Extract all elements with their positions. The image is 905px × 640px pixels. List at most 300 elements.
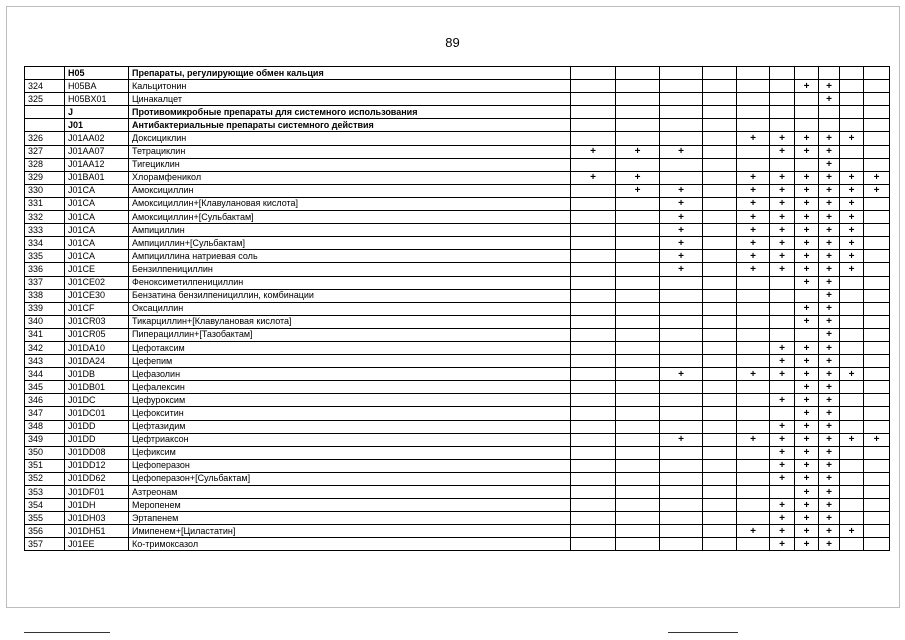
plus-mark: + bbox=[819, 158, 840, 171]
plus-mark: + bbox=[795, 368, 819, 381]
plus-mark: + bbox=[795, 224, 819, 237]
row-number: 351 bbox=[25, 459, 65, 472]
empty-cell bbox=[737, 486, 770, 499]
table-row bbox=[25, 355, 890, 368]
group-row bbox=[25, 106, 890, 119]
empty-cell bbox=[660, 472, 703, 485]
plus-mark: + bbox=[819, 211, 840, 224]
plus-mark: + bbox=[770, 263, 795, 276]
empty-cell bbox=[770, 67, 795, 80]
bottom-rule-left bbox=[24, 632, 110, 633]
empty-cell bbox=[864, 499, 890, 512]
row-number: 332 bbox=[25, 211, 65, 224]
empty-cell bbox=[616, 355, 660, 368]
empty-cell bbox=[703, 171, 737, 184]
atc-code: J01CA bbox=[65, 211, 129, 224]
plus-mark: + bbox=[795, 499, 819, 512]
plus-mark: + bbox=[864, 171, 890, 184]
empty-cell bbox=[660, 315, 703, 328]
empty-cell bbox=[703, 446, 737, 459]
empty-cell bbox=[660, 459, 703, 472]
plus-mark: + bbox=[840, 525, 864, 538]
empty-cell bbox=[616, 237, 660, 250]
drug-name: Цефотаксим bbox=[129, 341, 571, 354]
plus-mark: + bbox=[819, 341, 840, 354]
group-row bbox=[25, 67, 890, 80]
plus-mark: + bbox=[770, 341, 795, 354]
row-number: 340 bbox=[25, 315, 65, 328]
empty-cell bbox=[840, 80, 864, 93]
atc-code: J01BA01 bbox=[65, 171, 129, 184]
drug-name: Противомикробные препараты для системного использования bbox=[129, 106, 571, 119]
plus-mark: + bbox=[795, 263, 819, 276]
empty-cell bbox=[737, 341, 770, 354]
row-number: 328 bbox=[25, 158, 65, 171]
plus-mark: + bbox=[770, 145, 795, 158]
drug-name: Цефоперазон+[Сульбактам] bbox=[129, 472, 571, 485]
plus-mark: + bbox=[840, 184, 864, 197]
empty-cell bbox=[864, 472, 890, 485]
plus-mark: + bbox=[795, 237, 819, 250]
row-number: 354 bbox=[25, 499, 65, 512]
drug-name: Тетрациклин bbox=[129, 145, 571, 158]
atc-code: J01DA10 bbox=[65, 341, 129, 354]
empty-cell bbox=[660, 538, 703, 551]
empty-cell bbox=[703, 80, 737, 93]
plus-mark: + bbox=[737, 263, 770, 276]
drug-name: Цефоперазон bbox=[129, 459, 571, 472]
atc-code: J01CA bbox=[65, 237, 129, 250]
empty-cell bbox=[864, 197, 890, 210]
empty-cell bbox=[571, 224, 616, 237]
plus-mark: + bbox=[819, 184, 840, 197]
table-row bbox=[25, 433, 890, 446]
row-number: 331 bbox=[25, 197, 65, 210]
row-number: 327 bbox=[25, 145, 65, 158]
drug-name: Цефалексин bbox=[129, 381, 571, 394]
atc-code: J01 bbox=[65, 119, 129, 132]
plus-mark: + bbox=[660, 368, 703, 381]
plus-mark: + bbox=[660, 224, 703, 237]
empty-cell bbox=[737, 420, 770, 433]
plus-mark: + bbox=[840, 263, 864, 276]
atc-code: J01CR03 bbox=[65, 315, 129, 328]
empty-cell bbox=[703, 211, 737, 224]
empty-cell bbox=[616, 119, 660, 132]
empty-cell bbox=[571, 106, 616, 119]
empty-cell bbox=[703, 512, 737, 525]
empty-cell bbox=[616, 394, 660, 407]
table-row bbox=[25, 93, 890, 106]
empty-cell bbox=[616, 459, 660, 472]
row-number: 343 bbox=[25, 355, 65, 368]
empty-cell bbox=[840, 538, 864, 551]
empty-cell bbox=[616, 512, 660, 525]
empty-cell bbox=[737, 394, 770, 407]
empty-cell bbox=[616, 538, 660, 551]
empty-cell bbox=[795, 67, 819, 80]
plus-mark: + bbox=[819, 80, 840, 93]
empty-cell bbox=[571, 446, 616, 459]
plus-mark: + bbox=[819, 171, 840, 184]
drug-name: Цефокситин bbox=[129, 407, 571, 420]
empty-cell bbox=[737, 158, 770, 171]
plus-mark: + bbox=[770, 525, 795, 538]
empty-cell bbox=[616, 263, 660, 276]
empty-cell bbox=[571, 341, 616, 354]
plus-mark: + bbox=[660, 211, 703, 224]
table-row bbox=[25, 341, 890, 354]
plus-mark: + bbox=[819, 224, 840, 237]
empty-cell bbox=[571, 394, 616, 407]
empty-cell bbox=[840, 289, 864, 302]
atc-code: J01CA bbox=[65, 224, 129, 237]
table-row bbox=[25, 420, 890, 433]
plus-mark: + bbox=[819, 446, 840, 459]
atc-code: J01CA bbox=[65, 184, 129, 197]
empty-cell bbox=[737, 302, 770, 315]
table-row bbox=[25, 328, 890, 341]
empty-cell bbox=[571, 67, 616, 80]
drug-name: Азтреонам bbox=[129, 486, 571, 499]
empty-cell bbox=[737, 499, 770, 512]
empty-cell bbox=[616, 368, 660, 381]
drug-table bbox=[24, 66, 890, 551]
plus-mark: + bbox=[770, 394, 795, 407]
empty-cell bbox=[864, 145, 890, 158]
empty-cell bbox=[864, 80, 890, 93]
empty-cell bbox=[770, 486, 795, 499]
empty-cell bbox=[660, 171, 703, 184]
plus-mark: + bbox=[795, 197, 819, 210]
empty-cell bbox=[864, 158, 890, 171]
group-row bbox=[25, 119, 890, 132]
empty-cell bbox=[864, 381, 890, 394]
table-row bbox=[25, 145, 890, 158]
atc-code: J01DD12 bbox=[65, 459, 129, 472]
empty-cell bbox=[571, 237, 616, 250]
empty-cell bbox=[840, 420, 864, 433]
plus-mark: + bbox=[819, 132, 840, 145]
row-number: 346 bbox=[25, 394, 65, 407]
empty-cell bbox=[795, 93, 819, 106]
table-row bbox=[25, 171, 890, 184]
plus-mark: + bbox=[840, 197, 864, 210]
empty-cell bbox=[703, 368, 737, 381]
empty-cell bbox=[703, 184, 737, 197]
empty-cell bbox=[737, 381, 770, 394]
atc-code: J01CE30 bbox=[65, 289, 129, 302]
drug-name: Цефуроксим bbox=[129, 394, 571, 407]
plus-mark: + bbox=[795, 341, 819, 354]
plus-mark: + bbox=[819, 394, 840, 407]
plus-mark: + bbox=[616, 145, 660, 158]
empty-cell bbox=[616, 420, 660, 433]
empty-cell bbox=[703, 145, 737, 158]
plus-mark: + bbox=[795, 132, 819, 145]
table-row bbox=[25, 381, 890, 394]
row-number: 350 bbox=[25, 446, 65, 459]
empty-cell bbox=[703, 106, 737, 119]
empty-cell bbox=[864, 106, 890, 119]
empty-cell bbox=[819, 106, 840, 119]
table-row bbox=[25, 184, 890, 197]
table-row bbox=[25, 512, 890, 525]
empty-cell bbox=[703, 538, 737, 551]
row-number: 347 bbox=[25, 407, 65, 420]
table-row bbox=[25, 459, 890, 472]
plus-mark: + bbox=[770, 433, 795, 446]
empty-cell bbox=[660, 119, 703, 132]
plus-mark: + bbox=[819, 328, 840, 341]
atc-code: J01AA02 bbox=[65, 132, 129, 145]
plus-mark: + bbox=[737, 132, 770, 145]
empty-cell bbox=[571, 80, 616, 93]
empty-cell bbox=[660, 302, 703, 315]
plus-mark: + bbox=[819, 459, 840, 472]
table-row bbox=[25, 80, 890, 93]
plus-mark: + bbox=[795, 446, 819, 459]
plus-mark: + bbox=[770, 512, 795, 525]
plus-mark: + bbox=[770, 211, 795, 224]
atc-code: J01DD bbox=[65, 433, 129, 446]
empty-cell bbox=[616, 289, 660, 302]
empty-cell bbox=[703, 158, 737, 171]
plus-mark: + bbox=[819, 263, 840, 276]
empty-cell bbox=[737, 407, 770, 420]
empty-cell bbox=[660, 381, 703, 394]
drug-name: Феноксиметилпенициллин bbox=[129, 276, 571, 289]
empty-cell bbox=[770, 276, 795, 289]
empty-cell bbox=[840, 145, 864, 158]
plus-mark: + bbox=[795, 394, 819, 407]
row-number bbox=[25, 119, 65, 132]
plus-mark: + bbox=[819, 433, 840, 446]
plus-mark: + bbox=[795, 459, 819, 472]
atc-code: J01CE bbox=[65, 263, 129, 276]
empty-cell bbox=[737, 446, 770, 459]
plus-mark: + bbox=[795, 420, 819, 433]
plus-mark: + bbox=[840, 171, 864, 184]
plus-mark: + bbox=[770, 132, 795, 145]
plus-mark: + bbox=[819, 512, 840, 525]
empty-cell bbox=[840, 276, 864, 289]
bottom-rule-right bbox=[668, 632, 738, 633]
atc-code: J01DD08 bbox=[65, 446, 129, 459]
empty-cell bbox=[840, 158, 864, 171]
atc-code: J01CA bbox=[65, 197, 129, 210]
plus-mark: + bbox=[770, 446, 795, 459]
plus-mark: + bbox=[840, 132, 864, 145]
table-row bbox=[25, 276, 890, 289]
empty-cell bbox=[840, 106, 864, 119]
empty-cell bbox=[864, 368, 890, 381]
atc-code: H05BX01 bbox=[65, 93, 129, 106]
plus-mark: + bbox=[770, 197, 795, 210]
atc-code: J01DH51 bbox=[65, 525, 129, 538]
plus-mark: + bbox=[795, 538, 819, 551]
empty-cell bbox=[864, 237, 890, 250]
empty-cell bbox=[864, 289, 890, 302]
atc-code: J01DB bbox=[65, 368, 129, 381]
drug-name: Тигециклин bbox=[129, 158, 571, 171]
empty-cell bbox=[660, 355, 703, 368]
empty-cell bbox=[571, 302, 616, 315]
plus-mark: + bbox=[660, 197, 703, 210]
empty-cell bbox=[703, 328, 737, 341]
row-number: 348 bbox=[25, 420, 65, 433]
plus-mark: + bbox=[737, 368, 770, 381]
plus-mark: + bbox=[819, 145, 840, 158]
plus-mark: + bbox=[819, 237, 840, 250]
empty-cell bbox=[571, 499, 616, 512]
empty-cell bbox=[795, 106, 819, 119]
row-number: 333 bbox=[25, 224, 65, 237]
plus-mark: + bbox=[770, 171, 795, 184]
row-number: 324 bbox=[25, 80, 65, 93]
drug-name: Тикарциллин+[Клавулановая кислота] bbox=[129, 315, 571, 328]
drug-name: Амоксициллин+[Сульбактам] bbox=[129, 211, 571, 224]
empty-cell bbox=[571, 132, 616, 145]
empty-cell bbox=[864, 315, 890, 328]
empty-cell bbox=[571, 472, 616, 485]
empty-cell bbox=[703, 420, 737, 433]
empty-cell bbox=[616, 276, 660, 289]
plus-mark: + bbox=[770, 459, 795, 472]
plus-mark: + bbox=[795, 355, 819, 368]
empty-cell bbox=[770, 302, 795, 315]
plus-mark: + bbox=[660, 250, 703, 263]
table-row bbox=[25, 289, 890, 302]
empty-cell bbox=[616, 525, 660, 538]
empty-cell bbox=[737, 119, 770, 132]
atc-code: H05BA bbox=[65, 80, 129, 93]
empty-cell bbox=[770, 328, 795, 341]
empty-cell bbox=[864, 67, 890, 80]
plus-mark: + bbox=[795, 250, 819, 263]
empty-cell bbox=[616, 381, 660, 394]
row-number: 330 bbox=[25, 184, 65, 197]
empty-cell bbox=[840, 499, 864, 512]
empty-cell bbox=[660, 67, 703, 80]
empty-cell bbox=[703, 486, 737, 499]
plus-mark: + bbox=[770, 224, 795, 237]
empty-cell bbox=[770, 80, 795, 93]
plus-mark: + bbox=[819, 93, 840, 106]
drug-name: Ко-тримоксазол bbox=[129, 538, 571, 551]
drug-name: Цефтриаксон bbox=[129, 433, 571, 446]
empty-cell bbox=[571, 525, 616, 538]
empty-cell bbox=[737, 538, 770, 551]
table-row bbox=[25, 263, 890, 276]
empty-cell bbox=[737, 459, 770, 472]
empty-cell bbox=[616, 302, 660, 315]
atc-code: J01CF bbox=[65, 302, 129, 315]
row-number: 341 bbox=[25, 328, 65, 341]
row-number bbox=[25, 67, 65, 80]
row-number: 353 bbox=[25, 486, 65, 499]
plus-mark: + bbox=[840, 433, 864, 446]
atc-code: J01CR05 bbox=[65, 328, 129, 341]
empty-cell bbox=[840, 315, 864, 328]
plus-mark: + bbox=[737, 224, 770, 237]
empty-cell bbox=[703, 93, 737, 106]
drug-name: Препараты, регулирующие обмен кальция bbox=[129, 67, 571, 80]
empty-cell bbox=[703, 433, 737, 446]
plus-mark: + bbox=[770, 184, 795, 197]
row-number: 337 bbox=[25, 276, 65, 289]
empty-cell bbox=[616, 341, 660, 354]
empty-cell bbox=[660, 276, 703, 289]
empty-cell bbox=[840, 119, 864, 132]
table-row bbox=[25, 499, 890, 512]
empty-cell bbox=[737, 289, 770, 302]
empty-cell bbox=[703, 263, 737, 276]
empty-cell bbox=[571, 184, 616, 197]
table-row bbox=[25, 394, 890, 407]
drug-name: Амоксициллин bbox=[129, 184, 571, 197]
empty-cell bbox=[864, 355, 890, 368]
atc-code: J01DF01 bbox=[65, 486, 129, 499]
empty-cell bbox=[571, 433, 616, 446]
plus-mark: + bbox=[770, 499, 795, 512]
empty-cell bbox=[616, 197, 660, 210]
drug-name: Доксициклин bbox=[129, 132, 571, 145]
empty-cell bbox=[770, 119, 795, 132]
empty-cell bbox=[571, 328, 616, 341]
empty-cell bbox=[770, 158, 795, 171]
empty-cell bbox=[660, 486, 703, 499]
empty-cell bbox=[616, 407, 660, 420]
plus-mark: + bbox=[819, 197, 840, 210]
empty-cell bbox=[571, 512, 616, 525]
empty-cell bbox=[864, 446, 890, 459]
empty-cell bbox=[840, 472, 864, 485]
row-number: 352 bbox=[25, 472, 65, 485]
plus-mark: + bbox=[660, 433, 703, 446]
empty-cell bbox=[737, 315, 770, 328]
empty-cell bbox=[737, 67, 770, 80]
row-number: 329 bbox=[25, 171, 65, 184]
drug-name: Бензилпенициллин bbox=[129, 263, 571, 276]
drug-name: Ампициллин bbox=[129, 224, 571, 237]
plus-mark: + bbox=[795, 184, 819, 197]
table-row bbox=[25, 368, 890, 381]
atc-code: J01DD bbox=[65, 420, 129, 433]
drug-name: Имипенем+[Циластатин] bbox=[129, 525, 571, 538]
empty-cell bbox=[819, 119, 840, 132]
table-row bbox=[25, 158, 890, 171]
row-number: 349 bbox=[25, 433, 65, 446]
plus-mark: + bbox=[770, 368, 795, 381]
empty-cell bbox=[770, 407, 795, 420]
row-number: 336 bbox=[25, 263, 65, 276]
empty-cell bbox=[571, 211, 616, 224]
plus-mark: + bbox=[840, 250, 864, 263]
drug-name: Цефиксим bbox=[129, 446, 571, 459]
plus-mark: + bbox=[819, 472, 840, 485]
plus-mark: + bbox=[737, 525, 770, 538]
plus-mark: + bbox=[770, 237, 795, 250]
empty-cell bbox=[571, 263, 616, 276]
row-number: 355 bbox=[25, 512, 65, 525]
drug-name: Амоксициллин+[Клавулановая кислота] bbox=[129, 197, 571, 210]
empty-cell bbox=[864, 224, 890, 237]
empty-cell bbox=[840, 394, 864, 407]
empty-cell bbox=[703, 407, 737, 420]
empty-cell bbox=[840, 512, 864, 525]
empty-cell bbox=[703, 499, 737, 512]
